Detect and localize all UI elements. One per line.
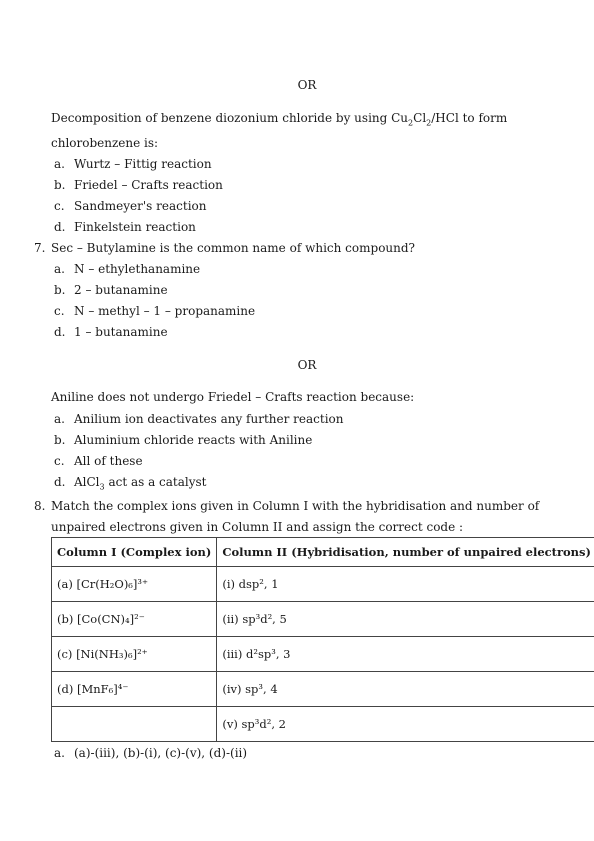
q6-alt-option-d xyxy=(54,220,196,234)
q7-alt-stem: Aniline does not undergo Friedel – Crafts reaction because: xyxy=(51,390,415,404)
option-text: Aluminium chloride reacts with Aniline xyxy=(74,433,313,447)
q7-stem xyxy=(34,241,415,255)
option-marker: d. xyxy=(54,325,66,339)
table-cell-complex-ion: (a) [Cr(H₂O)₆]³⁺ xyxy=(52,567,217,602)
option-marker: a. xyxy=(54,746,65,760)
option-marker: b. xyxy=(54,178,66,192)
option-text-sub: 3 xyxy=(99,482,105,492)
q8-stem-line1 xyxy=(34,499,539,513)
q6-alt-stem-sub1: 2 xyxy=(408,118,414,128)
q7-alt-option-d xyxy=(54,475,207,492)
or-separator-top: OR xyxy=(297,78,317,92)
option-marker: b. xyxy=(54,433,66,447)
option-text-post: act as a catalyst xyxy=(104,475,207,489)
q8-option-a xyxy=(54,746,247,760)
table-cell-hybridisation: (iv) sp³, 4 xyxy=(217,672,594,707)
option-marker: a. xyxy=(54,412,65,426)
option-marker: d. xyxy=(54,220,66,234)
q7-alt-option-b xyxy=(54,433,312,447)
option-marker: c. xyxy=(54,304,65,318)
question-number: 7. xyxy=(34,241,46,255)
option-marker: a. xyxy=(54,157,65,171)
table-cell-hybridisation: (iii) d²sp³, 3 xyxy=(217,637,594,672)
q7-alt-option-c xyxy=(54,454,143,468)
q6-alt-option-c xyxy=(54,199,206,213)
q7-alt-option-a xyxy=(54,412,344,426)
table-cell-hybridisation: (v) sp³d², 2 xyxy=(217,707,594,742)
table-header-col2: Column II (Hybridisation, number of unpaired electrons) xyxy=(217,538,594,567)
table-header-row xyxy=(52,538,594,567)
table-cell-complex-ion: (d) [MnF₆]⁴⁻ xyxy=(52,672,217,707)
or-separator-middle: OR xyxy=(297,358,317,372)
option-text: 2 – butanamine xyxy=(74,283,168,297)
table-cell-hybridisation: (i) dsp², 1 xyxy=(217,567,594,602)
q6-alt-stem-line1 xyxy=(51,111,508,128)
q6-alt-stem-mid: Cl xyxy=(413,111,427,125)
q7-option-c xyxy=(54,304,255,318)
table-cell-complex-ion: (c) [Ni(NH₃)₆]²⁺ xyxy=(52,637,217,672)
question-text: Sec – Butylamine is the common name of which compound? xyxy=(51,241,415,255)
option-text: N – ethylethanamine xyxy=(74,262,201,276)
option-marker: a. xyxy=(54,262,65,276)
table-header-col1: Column I (Complex ion) xyxy=(52,538,217,567)
q6-alt-stem-line2: chlorobenzene is: xyxy=(51,136,159,150)
option-text: (a)-(iii), (b)-(i), (c)-(v), (d)-(ii) xyxy=(74,746,248,760)
table-row xyxy=(52,602,594,637)
option-text: Anilium ion deactivates any further reaction xyxy=(74,412,344,426)
q6-alt-stem-after: /HCl to form xyxy=(431,111,508,125)
option-marker: b. xyxy=(54,283,66,297)
option-marker: c. xyxy=(54,199,65,213)
option-marker: c. xyxy=(54,454,65,468)
q7-option-b xyxy=(54,283,168,297)
q6-alt-stem-before: Decomposition of benzene diozonium chloride by using Cu xyxy=(51,111,409,125)
option-text: 1 – butanamine xyxy=(74,325,168,339)
option-marker: d. xyxy=(54,475,66,489)
table-row xyxy=(52,567,594,602)
q6-alt-option-b xyxy=(54,178,223,192)
table-cell-complex-ion: (b) [Co(CN)₄]²⁻ xyxy=(52,602,217,637)
table-cell-complex-ion xyxy=(52,707,217,742)
option-text: Friedel – Crafts reaction xyxy=(74,178,223,192)
q7-option-a xyxy=(54,262,200,276)
table-row xyxy=(52,707,594,742)
matching-table xyxy=(51,537,594,742)
option-text: N – methyl – 1 – propanamine xyxy=(74,304,256,318)
q8-stem-line2: unpaired electrons given in Column II and assign the correct code : xyxy=(51,520,464,534)
table-row xyxy=(52,672,594,707)
table-row xyxy=(52,637,594,672)
question-number: 8. xyxy=(34,499,46,513)
option-text: Wurtz – Fittig reaction xyxy=(74,157,212,171)
option-text-pre: AlCl xyxy=(74,475,100,489)
q6-alt-option-a xyxy=(54,157,212,171)
question-text: Match the complex ions given in Column I with the hybridisation and number of xyxy=(51,499,540,513)
q7-option-d xyxy=(54,325,168,339)
option-text: Sandmeyer's reaction xyxy=(74,199,207,213)
q6-alt-stem-sub2: 2 xyxy=(426,118,432,128)
option-text: Finkelstein reaction xyxy=(74,220,196,234)
option-text: All of these xyxy=(74,454,143,468)
table-cell-hybridisation: (ii) sp³d², 5 xyxy=(217,602,594,637)
